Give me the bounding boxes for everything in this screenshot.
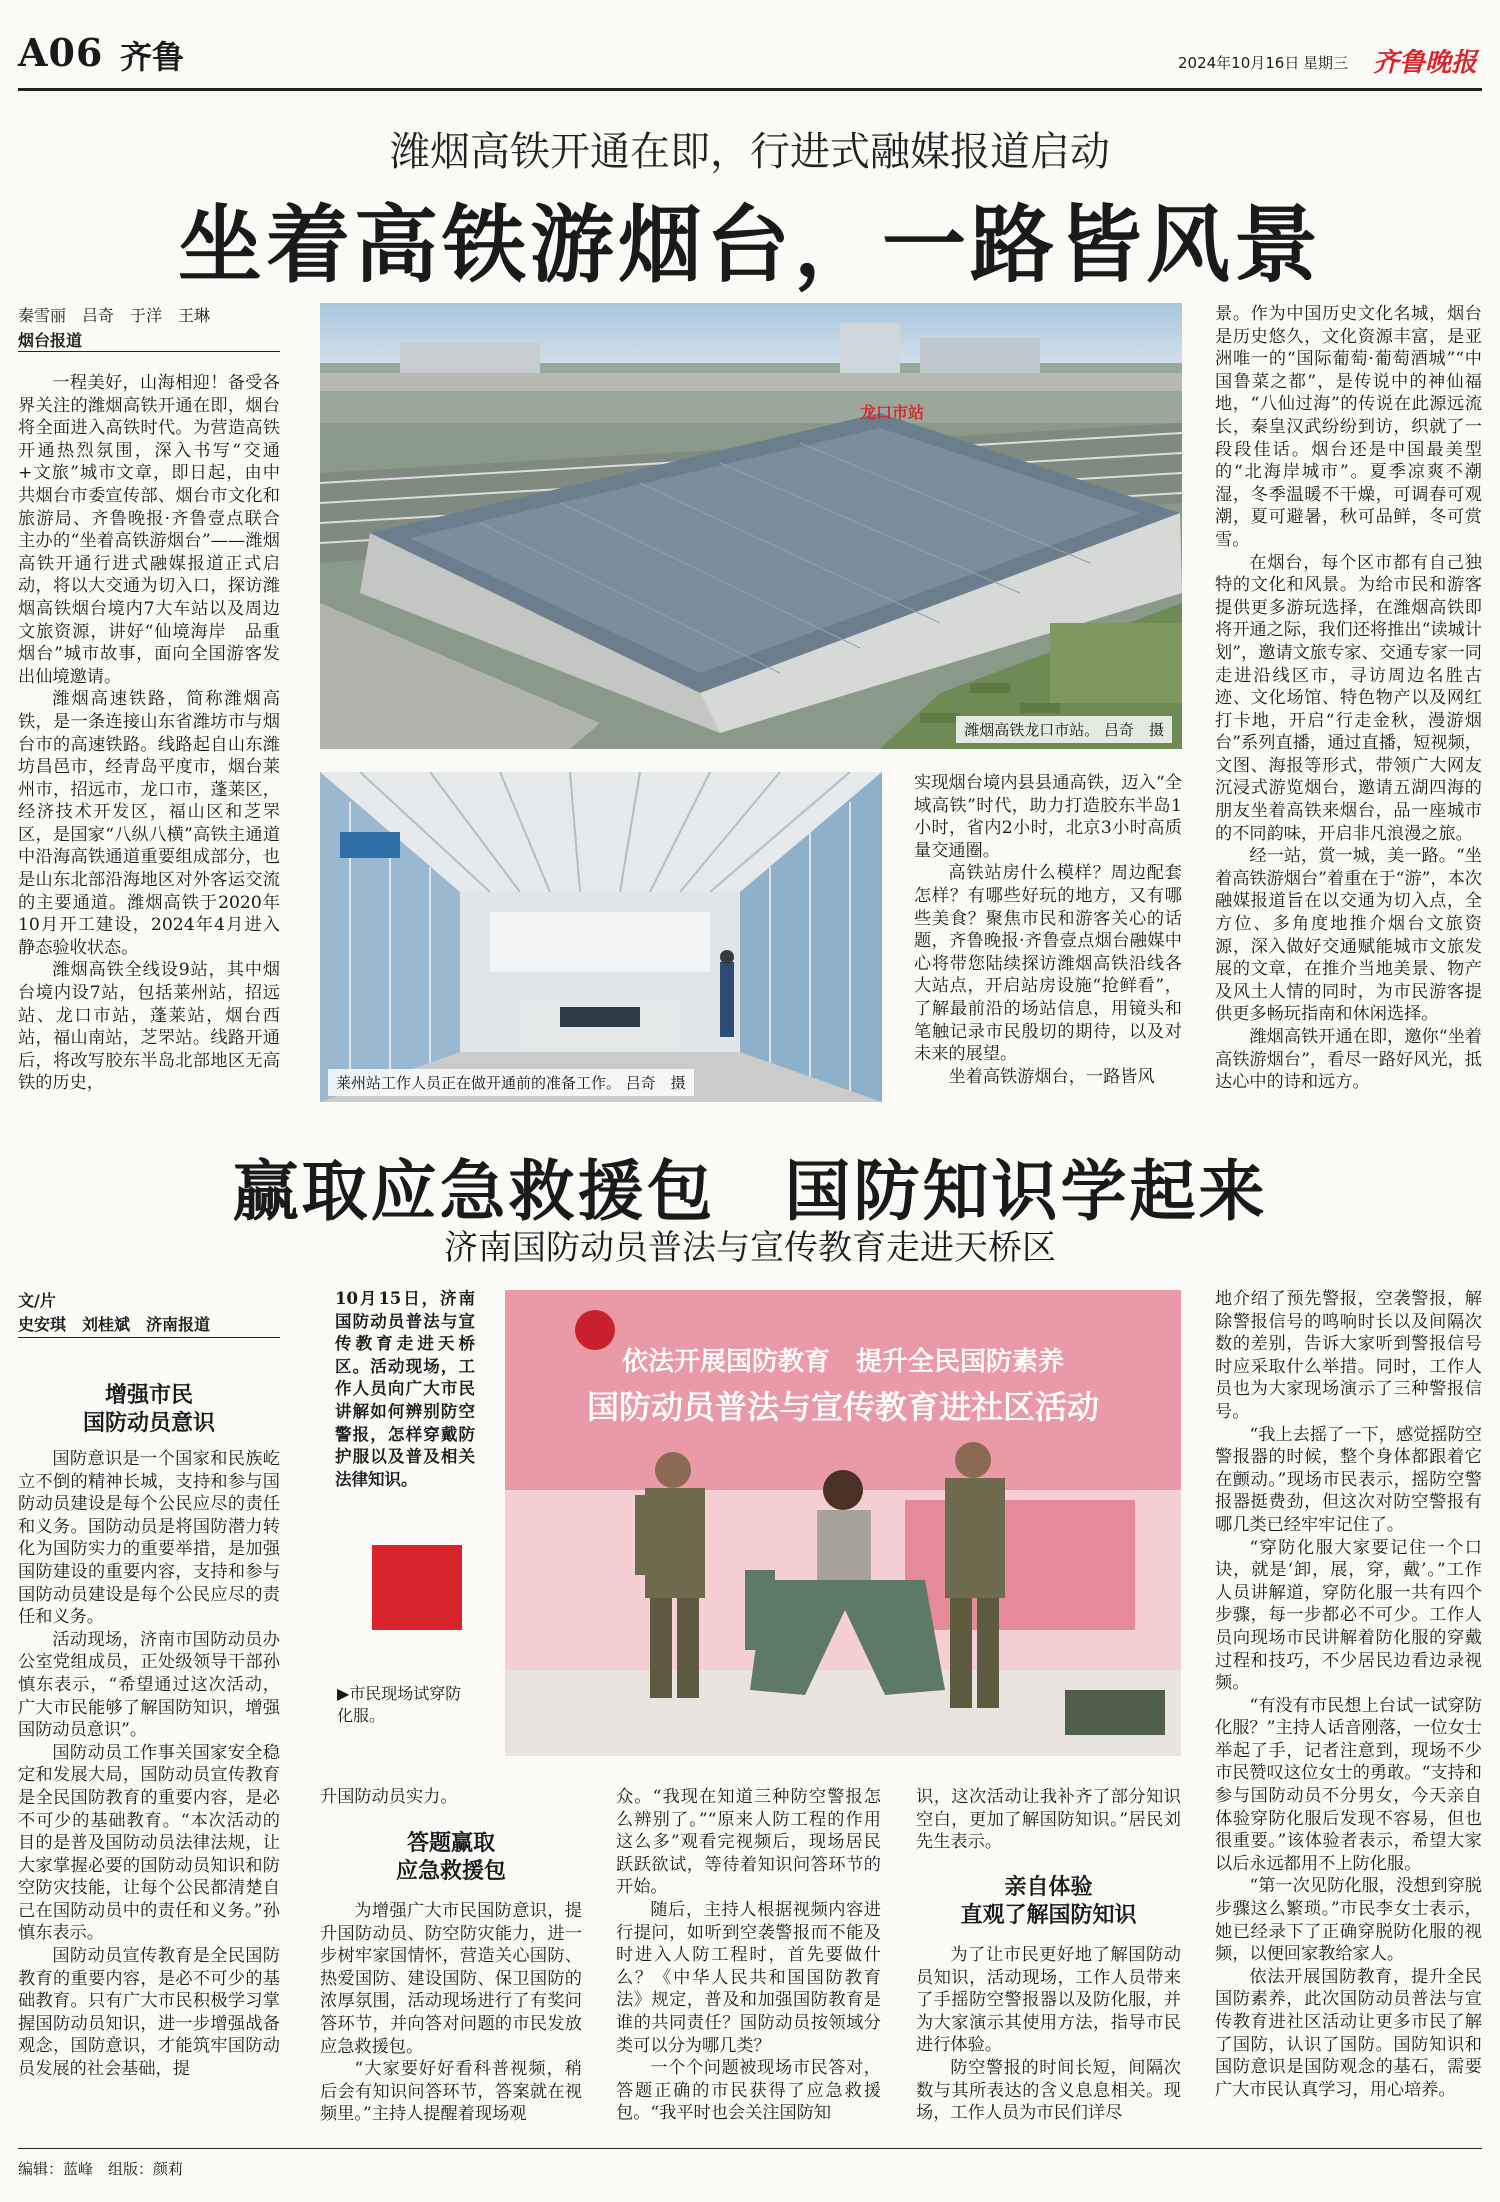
banner-line-1: 依法开展国防教育 提升全民国防素养: [621, 1347, 1065, 1377]
paragraph: 为增强广大市民国防意识，提升国防动员、防空防灾能力，进一步树牢家国情怀，营造关心国防、热爱国防、建设国防、保卫国防的浓厚氛围，活动现场进行了有奖问答环节，并向答对问题的市民发放应急救援包。: [320, 1901, 582, 2057]
story2-lead: 10月15日，济南国防动员普法与宣传教育走进天桥区。活动现场，工作人员向广大市民讲解如何辨别防空警报，怎样穿戴防护服以及普及相关法律知识。: [335, 1289, 475, 1489]
paragraph: 坐着高铁游烟台，一路皆风: [948, 1066, 1155, 1087]
story1-byline-location: 烟台报道: [18, 331, 83, 350]
paragraph: “大家要好好看科普视频，稍后会有知识问答环节，答案就在视频里。”主持人提醒着现场观: [320, 2059, 582, 2125]
paragraph: 随后，主持人根据视频内容进行提问，如听到空袭警报而不能及时进入人防工程时，首先要做什么？《中华人民共和国国防教育法》规定，普及和加强国防教育是谁的共同责任？国防动员按领域分类可以分为哪几类？: [616, 1899, 881, 2056]
station-interior-photo: [320, 772, 882, 1102]
subhead-2-line2: 应急救援包: [395, 1858, 506, 1884]
story2-column-3: [616, 1786, 881, 2125]
story2-column-4b: [916, 1944, 1181, 2125]
paragraph: 景。作为中国历史文化名城，烟台是历史悠久，文化资源丰富，是亚洲唯一的“国际葡萄·葡萄酒城”“中国鲁菜之都”，是传说中的神仙福地，“八仙过海”的传说在此源远流长，秦皇汉武纷纷到访，织就了一段段佳话。烟台还是中国最美型的“北海岸城市”。夏季凉爽不潮湿，冬季温暖不干燥，可调春可观潮，夏可避暑，秋可品鲜，冬可赏雪。: [1215, 304, 1482, 550]
paragraph: 潍烟高铁开通在即，邀你“坐着高铁游烟台”，看尽一路好风光，抵达心中的诗和远方。: [1215, 1027, 1482, 1093]
footer-editor: 编辑：蓝峰 组版：颜莉: [18, 2160, 184, 2178]
subhead-1-line2: 国防动员意识: [82, 1410, 215, 1436]
red-block: [372, 1545, 462, 1630]
photo3-caption: ▶市民现场试穿防化服。: [337, 1684, 462, 1725]
story1-column-right: [1215, 303, 1482, 1094]
story1-column-1: [18, 372, 280, 1095]
subhead-2-line1: 答题赢取: [406, 1830, 495, 1856]
story2-column-2b: [320, 1900, 582, 2126]
story1-byline: 秦雪丽 吕奇 于洋 王琳: [18, 306, 211, 325]
story1-column-mid: [914, 772, 1182, 1088]
station-interior-image: [320, 772, 882, 1102]
paragraph: 国防意识是一个国家和民族屹立不倒的精神长城，支持和参与国防动员建设是每个公民应尽的责任和义务。国防动员是将国防潜力转化为国防实力的重要举措，是加强国防建设的重要内容，支持和参与国防动员建设是每个公民应尽的责任和义务。: [18, 1449, 280, 1628]
story2-column-2: [320, 1786, 582, 1809]
paragraph: 高铁站房什么模样？周边配套怎样？有哪些好玩的地方，又有哪些美食？聚焦市民和游客关心的话题，齐鲁晚报·齐鲁壹点烟台融媒中心将带您陆续探访潍烟高铁沿线各大站点，开启站房设施“抢鲜看”，了解最前沿的场站信息，用镜头和笔触记录市民殷切的期待，以及对未来的展望。: [914, 863, 1182, 1065]
subhead-3-line2: 直观了解国防知识: [960, 1902, 1137, 1928]
paragraph: 国防动员宣传教育是全民国防教育的重要内容，是必不可少的基础教育。只有广大市民积极学习掌握国防动员知识，进一步增强战备观念，国防意识，才能筑牢国防动员发展的社会基础，提: [18, 1946, 280, 2080]
paragraph: “穿防化服大家要记住一个口诀，就是‘卸，展，穿，戴’。”工作人员讲解道，穿防化服一共有四个步骤，每一步都必不可少。工作人员向现场市民讲解着防化服的穿戴过程和技巧，不少居民边看边录视频。: [1215, 1537, 1482, 1694]
masthead-rule: [18, 88, 1482, 91]
story2-headline: 赢取应急救援包 国防知识学起来: [232, 1152, 1268, 1230]
hazmat-suit-photo: [505, 1290, 1181, 1756]
paragraph: 依法开展国防教育，提升全民国防素养，此次国防动员普法与宣传教育进社区活动让更多市民了解了国防，认识了国防。国防知识和国防意识是国防观念的基石，需要广大市民认真学习，用心培养。: [1215, 1966, 1482, 2100]
photo2-caption: 莱州站工作人员正在做开通前的准备工作。 吕奇 摄: [328, 1069, 694, 1096]
paragraph: 为了让市民更好地了解国防动员知识，活动现场，工作人员带来了手摇防空警报器以及防化服，并为大家演示其使用方法，指导市民进行体验。: [916, 1945, 1181, 2056]
station-aerial-image: [320, 303, 1182, 749]
paragraph: 活动现场，济南市国防动员办公室党组成员，正处级领导干部孙慎东表示，“希望通过这次活动，广大市民能够了解国防知识，增强国防动员意识”。: [18, 1629, 280, 1741]
paragraph: 升国防动员实力。: [320, 1787, 458, 1807]
paragraph: 实现烟台境内县县通高铁，迈入“全域高铁”时代，助力打造胶东半岛1小时，省内2小时，北京3小时高质量交通圈。: [914, 773, 1182, 861]
paragraph: 地介绍了预先警报，空袭警报，解除警报信号的鸣响时长以及间隔次数的差别，告诉大家听到警报信号时应采取什么举措。同时，工作人员也为大家现场演示了三种警报信号。: [1215, 1289, 1482, 1422]
paragraph: 潍烟高铁全线设9站，其中烟台境内设7站，包括莱州站，招远站、龙口市站，蓬莱站，烟台西站，福山南站，芝罘站。线路开通后，将改写胶东半岛北部地区无高铁的历史，: [18, 960, 280, 1094]
paragraph: 一程美好，山海相迎！备受各界关注的潍烟高铁开通在即，烟台将全面进入高铁时代。为营造高铁开通热烈氛围，深入书写“交通+文旅”城市文章，即日起，由中共烟台市委宣传部、烟台市文化和旅游局、齐鲁晚报·齐鲁壹点联合主办的“坐着高铁游烟台”——潍烟高铁开通行进式融媒报道正式启动，将以大交通为切入口，探访潍烟高铁烟台境内7大车站以及周边文旅资源，讲好“仙境海岸 品重烟台”城市故事，面向全国游客发出仙境邀请。: [18, 373, 280, 687]
story1-headline: 坐着高铁游烟台，一路皆风景: [177, 195, 1322, 294]
page-number: A06: [18, 30, 104, 75]
paragraph: 识，这次活动让我补齐了部分知识空白，更加了解国防知识。”居民刘先生表示。: [916, 1787, 1181, 1853]
footer-rule: [18, 2148, 1482, 2149]
paragraph: “有没有市民想上台试一试穿防化服？”主持人话音刚落，一位女士举起了手，记者注意到，现场不少市民赞叹这位女士的勇敢。“支持和参与国防动员不分男女，今天亲自体验穿防化服后发现不容易，但也很重要。”该体验者表示，希望大家以后永远都用不上防化服。: [1215, 1695, 1482, 1874]
paragraph: 经一站，赏一城，美一路。“坐着高铁游烟台”着重在于“游”，本次融媒报道旨在以交通为切入点，全方位、多角度地推介烟台文旅资源，深入做好交通赋能城市文旅发展的文章，在推介当地美景、物产及风土人情的同时，为市民游客提供更多畅玩指南和休闲选择。: [1215, 846, 1482, 1025]
story2-column-1: [18, 1448, 280, 2081]
paragraph: “我上去摇了一下，感觉摇防空警报器的时候，整个身体都跟着它在颤动。”现场市民表示，摇防空警报器挺费劲，但这次对防空警报有哪几类已经牢牢记住了。: [1215, 1424, 1482, 1535]
story2-column-4: [916, 1786, 1181, 1854]
hazmat-suit-image: [505, 1290, 1181, 1756]
station-aerial-photo: [320, 303, 1182, 749]
section-name: 齐鲁: [120, 38, 185, 76]
paragraph: 潍烟高速铁路，简称潍烟高铁，是一条连接山东省潍坊市与烟台市的高速铁路。线路起自山东潍坊昌邑市，经青岛平度市，烟台莱州市，招远市，龙口市，蓬莱区，经济技术开发区，福山区和芝罘区，是国家“八纵八横”高铁主通道中沿海高铁通道重要组成部分，也是山东北部沿海地区对外客运交流的主要通道。潍烟高铁于2020年10月开工建设，2024年4月进入静态验收状态。: [18, 689, 280, 958]
station-sign: 龙口市站: [860, 403, 925, 422]
photo1-caption: 潍烟高铁龙口市站。 吕奇 摄: [956, 716, 1172, 743]
paragraph: 一个个问题被现场市民答对，答题正确的市民获得了应急救援包。“我平时也会关注国防知: [616, 2058, 881, 2124]
story2-byline-label: 文/片: [18, 1291, 56, 1310]
subhead-3-line1: 亲自体验: [1004, 1874, 1093, 1900]
subhead-1-line1: 增强市民: [104, 1382, 193, 1408]
story2-byline-rule: [18, 1337, 280, 1338]
byline-rule: [18, 351, 280, 352]
paragraph: 众。“我现在知道三种防空警报怎么辨别了。”“原来人防工程的作用这么多”观看完视频后，现场居民跃跃欲试，等待着知识问答环节的开始。: [616, 1787, 881, 1898]
issue-date: 2024年10月16日: [1178, 54, 1300, 72]
story2-column-5: [1215, 1288, 1482, 2101]
story2-byline: 史安琪 刘桂斌 济南报道: [18, 1315, 211, 1334]
story1-kicker: 潍烟高铁开通在即，行进式融媒报道启动: [390, 129, 1110, 175]
banner-line-2: 国防动员普法与宣传教育进社区活动: [586, 1388, 1100, 1426]
story2-subhead: 济南国防动员普法与宣传教育走进天桥区: [444, 1228, 1056, 1268]
paragraph: “第一次见防化服，没想到穿脱步骤这么繁琐。”市民李女士表示，她已经录下了正确穿脱防化服的视频，以便回家教给家人。: [1215, 1876, 1482, 1965]
paragraph: 防空警报的时间长短，间隔次数与其所表达的含义息息相关。现场，工作人员为市民们详尽: [916, 2057, 1181, 2124]
newspaper-logo: 齐鲁晚报: [1373, 48, 1478, 78]
paragraph: 国防动员工作事关国家安全稳定和发展大局，国防动员宣传教育是全民国防教育的重要内容，是必不可少的基础教育。“本次活动的目的是普及国防动员法律法规，让大家掌握必要的国防动员知识和防空防灾技能，让每个公民都清楚自己在国防动员中的责任和义务。”孙慎东表示。: [18, 1742, 280, 1944]
issue-weekday: 星期三: [1303, 54, 1349, 72]
paragraph: 在烟台，每个区市都有自己独特的文化和风景。为给市民和游客提供更多游玩选择，在潍烟高铁即将开通之际，我们还将推出“读城计划”，邀请文旅专家、交通专家一同走进沿线区市，寻访周边名胜古迹、文化场馆、特色物产以及网红打卡地，开启“行走金秋，漫游烟台”系列直播，通过直播，短视频，文图、海报等形式，带领广大网友沉浸式游览烟台，邀请五湖四海的朋友坐着高铁来烟台，品一座城市的不同韵味，开启非凡浪漫之旅。: [1215, 552, 1482, 844]
